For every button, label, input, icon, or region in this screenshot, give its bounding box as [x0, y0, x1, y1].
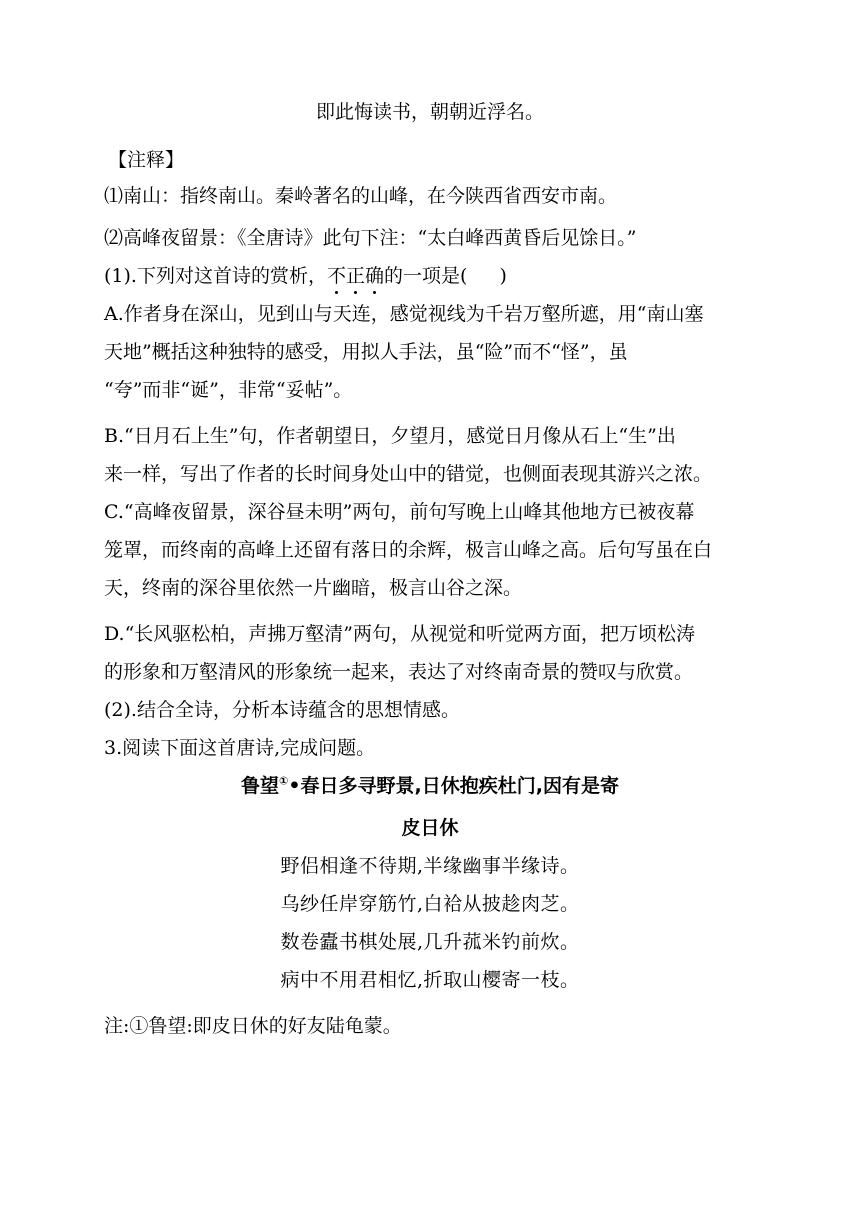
option-c-line-1: C.“高峰夜留景，深谷昼未明”两句，前句写晚上山峰其他地方已被夜幕 [104, 501, 695, 523]
question-1-prefix: (1).下列对这首诗的赏析， [104, 265, 327, 287]
poem-author: 皮日休 [401, 817, 459, 839]
note-1: ⑴南山：指终南山。秦岭著名的山峰，在今陕西省西安市南。 [104, 185, 618, 207]
question-1-suffix-a: 的一项是( [384, 265, 468, 287]
poem-title-part-1: 鲁望 [241, 775, 280, 797]
option-d-line-2: 的形象和万壑清风的形象统一起来，表达了对终南奇景的赞叹与欣赏。 [104, 661, 694, 683]
option-a-line-1: A.作者身在深山，见到山与天连，感觉视线为千岩万壑所遮，用“南山塞 [104, 303, 704, 325]
emphasis-char-3: 确 [365, 262, 384, 290]
note-2: ⑵高峰夜留景：《全唐诗》此句下注：“太白峰西黄昏后见馀日。” [104, 227, 637, 249]
poem-title-part-2: •春日多寻野景,日休抱疾杜门,因有是寄 [288, 775, 619, 797]
poem-line-3: 数卷蠹书棋处展,几升菰米钓前炊。 [280, 931, 580, 953]
notes-header: 【注释】 [108, 149, 185, 171]
option-a-line-3: “夸”而非“诞”，非常“妥帖”。 [104, 379, 353, 401]
emphasis-char-2: 正 [346, 262, 365, 290]
question-1-suffix-b: ) [499, 265, 507, 287]
option-d-line-1: D.“长风驱松柏，声拂万壑清”两句，从视觉和听觉两方面，把万顷松涛 [104, 623, 696, 645]
poem-line-4: 病中不用君相忆,折取山樱寄一枝。 [280, 969, 580, 991]
option-c-line-2: 笼罩，而终南的高峰上还留有落日的余辉，极言山峰之高。后句写虽在白 [104, 539, 713, 561]
question-2: (2).结合全诗，分析本诗蕴含的思想情感。 [104, 699, 460, 721]
poem-title-footnote-mark: ① [279, 774, 289, 788]
option-b-line-2: 来一样，写出了作者的长时间身处山中的错觉，也侧面表现其游兴之浓。 [104, 463, 713, 485]
section-3-heading: 3.阅读下面这首唐诗,完成问题。 [104, 737, 376, 759]
poem-last-line: 即此悔读书，朝朝近浮名。 [315, 101, 544, 123]
poem-line-2: 乌纱任岸穿筋竹,白袷从披趁肉芝。 [280, 893, 580, 915]
option-a-line-2: 天地”概括这种独特的感受，用拟人手法，虽“险”而不“怪”，虽 [104, 341, 628, 363]
option-b-line-1: B.“日月石上生”句，作者朝望日，夕望月，感觉日月像从石上“生”出 [104, 425, 676, 447]
question-1 [104, 262, 507, 290]
option-c-line-3: 天，终南的深谷里依然一片幽暗，极言山谷之深。 [104, 577, 523, 599]
poem-footnote: 注:①鲁望:即皮日休的好友陆龟蒙。 [104, 1015, 402, 1037]
poem-line-1: 野侣相逢不待期,半缘幽事半缘诗。 [280, 855, 580, 877]
emphasis-char-1: 不 [327, 262, 346, 290]
poem-title [0, 772, 860, 800]
